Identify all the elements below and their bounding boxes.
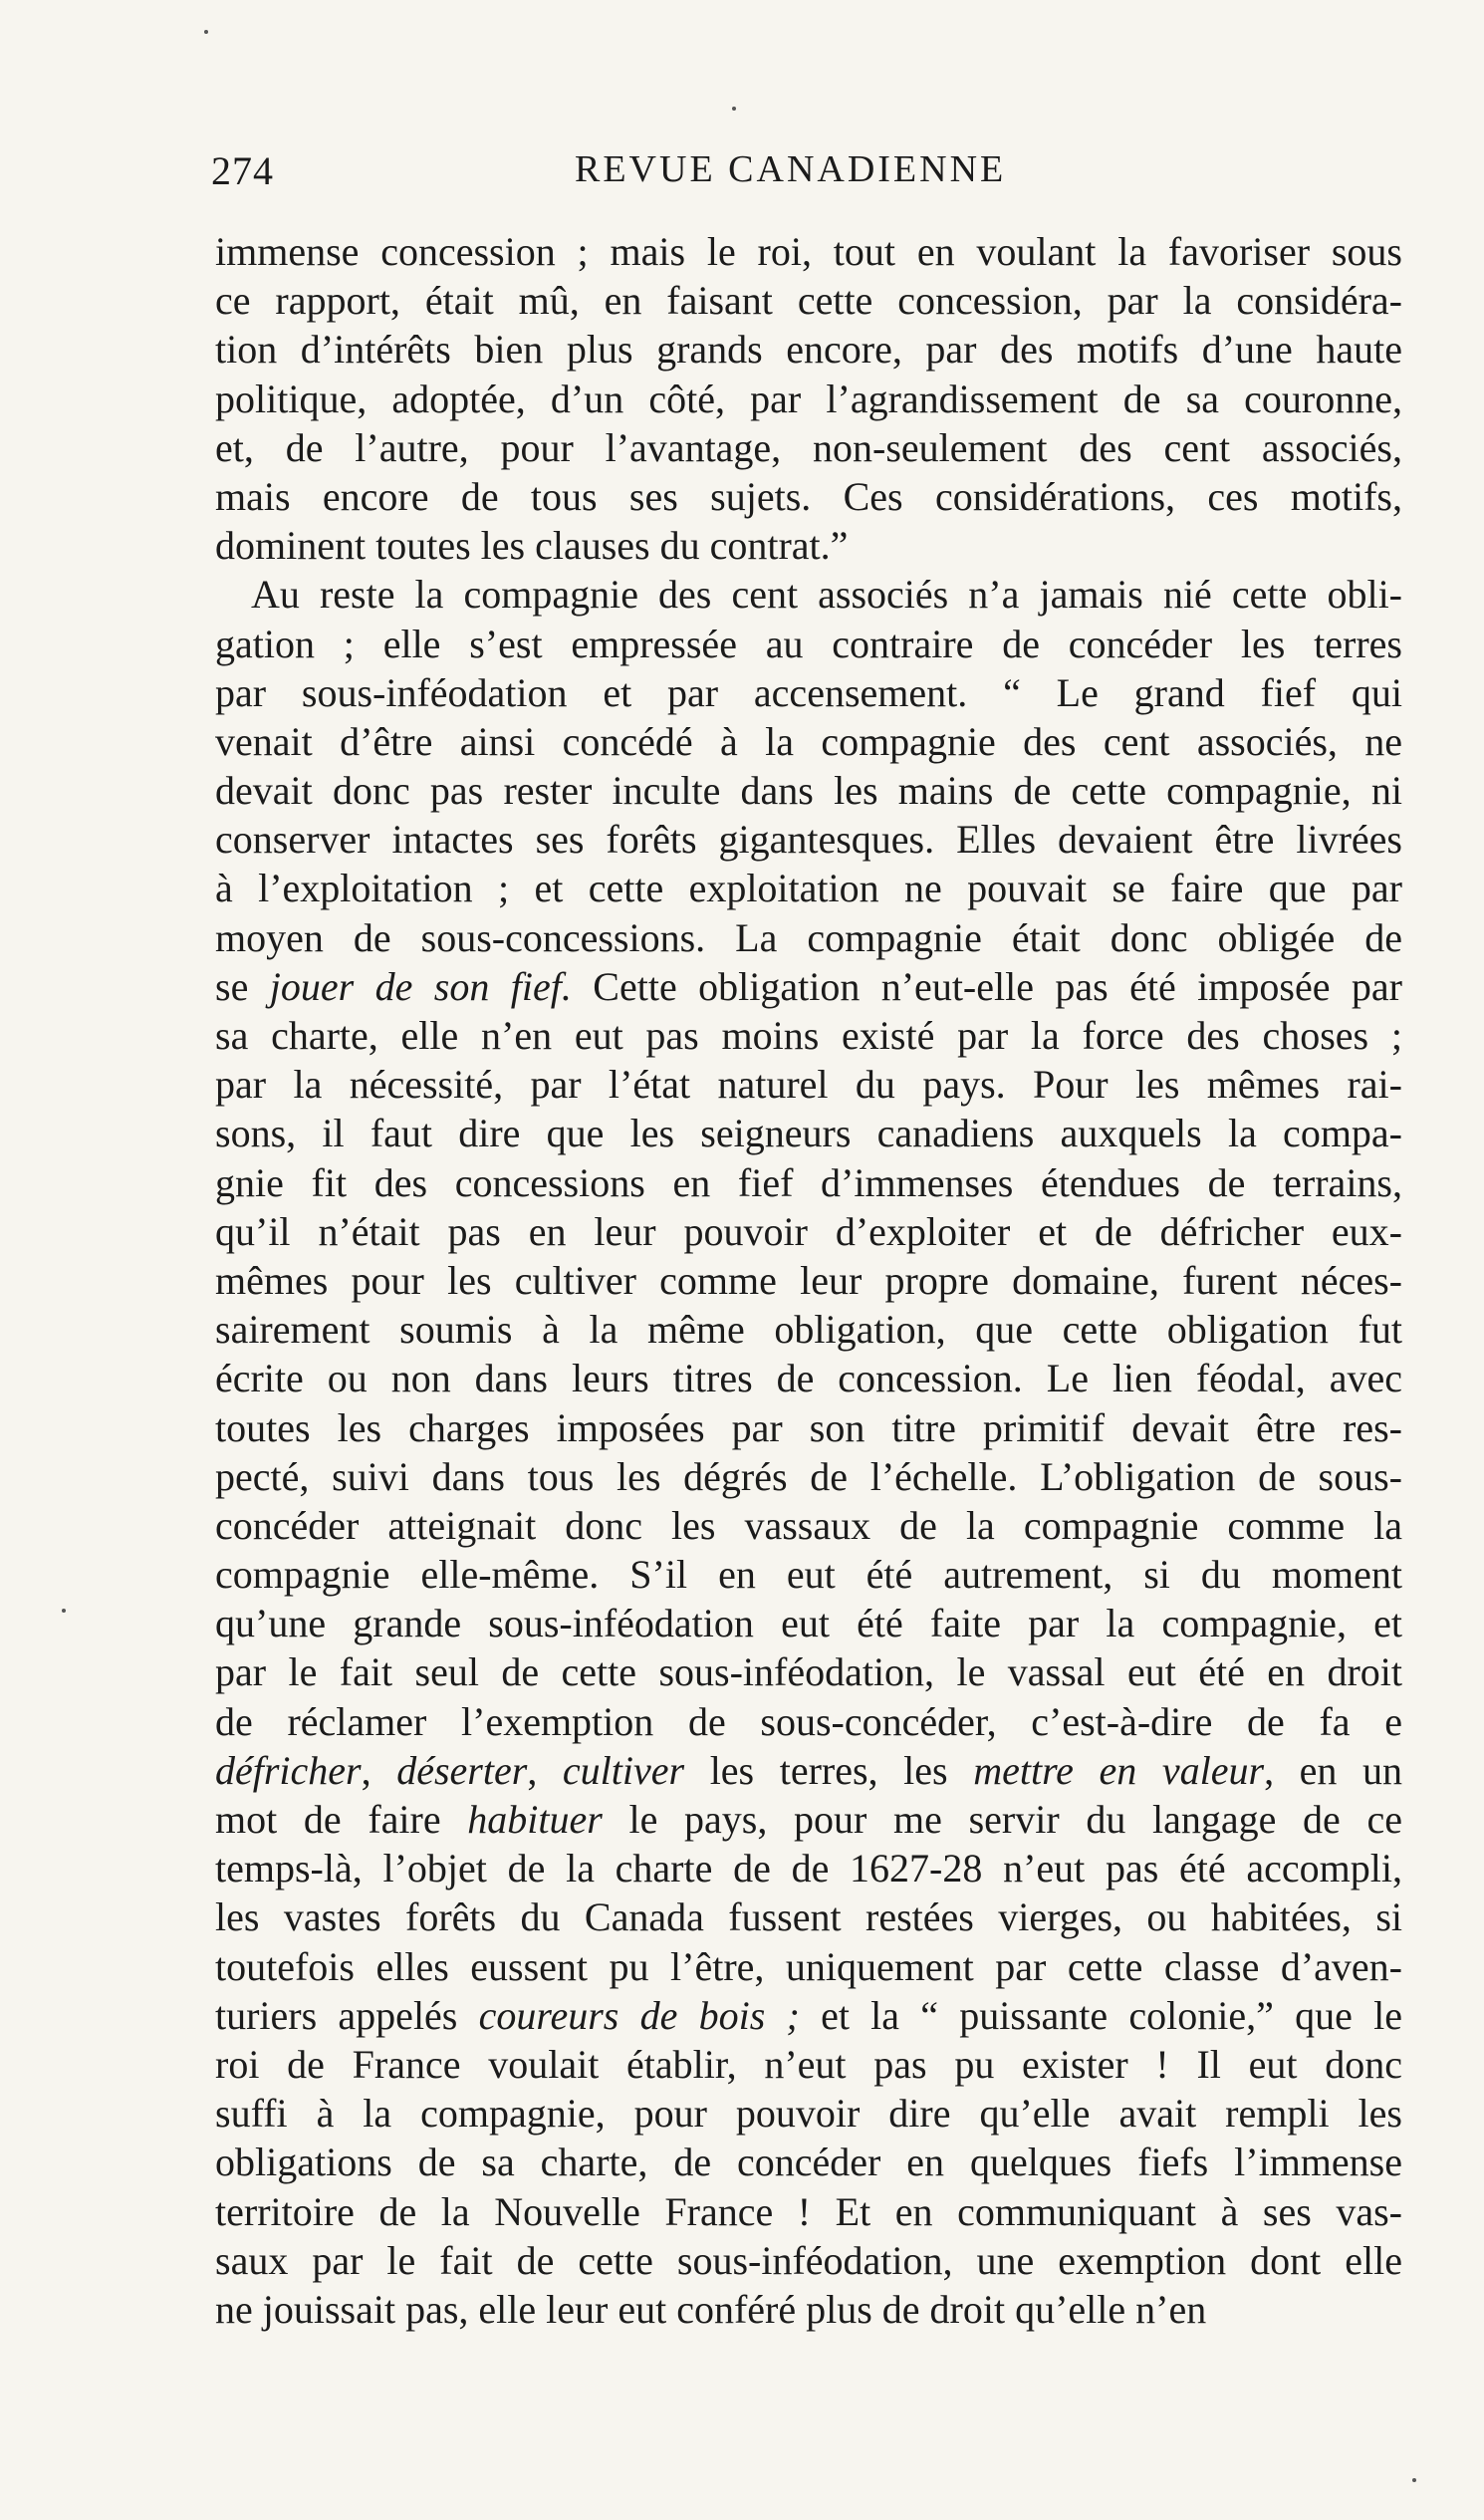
text-line [215, 1207, 1402, 1256]
text-line [215, 1795, 1402, 1844]
page-number: 274 [211, 148, 274, 193]
text-line [215, 1305, 1402, 1354]
text-line [215, 1060, 1402, 1109]
text-segment: sairement soumis à la même obligation, que cette obligation fut [215, 1307, 1402, 1353]
text-line [215, 2285, 1402, 2334]
text-segment: sa charte, elle n’en eut pas moins existé par la force des choses ; [215, 1013, 1402, 1058]
text-segment: temps-là, l’objet de la charte de de 1627-28 n’eut pas été accompli, [215, 1846, 1402, 1891]
text-segment: mais encore de tous ses sujets. Ces considérations, ces motifs, [215, 473, 1402, 519]
text-line [215, 815, 1402, 864]
text-line [215, 1550, 1402, 1599]
text-line [215, 2040, 1402, 2089]
text-segment: sons, il faut dire que les seigneurs canadiens auxquels la compa- [215, 1111, 1402, 1156]
scan-speck [62, 1609, 66, 1613]
text-segment: le pays, pour me servir du langage de ce [602, 1797, 1402, 1842]
text-segment: ne jouissait pas, elle leur eut conféré plus de droit qu’elle n’en [215, 2286, 1207, 2332]
text-line [215, 375, 1402, 423]
text-segment: immense concession ; mais le roi, tout en voulant la favoriser sous [215, 229, 1402, 274]
text-segment: moyen de sous-concessions. La compagnie était donc obligée de [215, 914, 1402, 960]
text-line [215, 1746, 1402, 1795]
text-line [215, 864, 1402, 912]
text-segment: et, de l’autre, pour l’avantage, non-seulement des cent associés, [215, 424, 1402, 470]
text-segment: suffi à la compagnie, pour pouvoir dire qu’elle avait rempli les [215, 2091, 1402, 2137]
text-line [215, 1647, 1402, 1696]
text-segment: à l’exploitation ; et cette exploitation ne pouvait se faire que par [215, 866, 1402, 911]
text-segment: Au reste la compagnie des cent associés n’a jamais nié cette obli- [251, 572, 1402, 618]
text-line [215, 1892, 1402, 1941]
italic-text: défricher [215, 1747, 362, 1793]
text-line [215, 2236, 1402, 2285]
text-segment: , [527, 1747, 563, 1793]
text-line [215, 227, 1402, 276]
text-line [215, 1697, 1402, 1746]
scan-speck [204, 30, 208, 34]
text-segment: toutefois elles eussent pu l’être, uniquement par cette classe d’aven- [215, 1943, 1402, 1989]
text-segment: qu’il n’était pas en leur pouvoir d’exploiter et de défricher eux- [215, 1208, 1402, 1254]
text-segment: par le fait seul de cette sous-inféodation, le vassal eut été en droit [215, 1649, 1402, 1695]
text-segment: mêmes pour les cultiver comme leur propre domaine, furent néces- [215, 1257, 1402, 1303]
text-segment: ce rapport, était mû, en faisant cette concession, par la considéra- [215, 278, 1402, 324]
italic-text: coureurs de bois ; [478, 1992, 800, 2038]
text-line [215, 1158, 1402, 1207]
text-segment: se [215, 963, 270, 1009]
text-line [215, 962, 1402, 1011]
page-header [211, 147, 1421, 207]
text-segment: obligations de sa charte, de concéder en quelques fiefs l’immense [215, 2140, 1402, 2185]
text-segment: territoire de la Nouvelle France ! Et en communiquant à ses vas- [215, 2188, 1402, 2234]
text-line [215, 570, 1402, 619]
text-line [215, 1942, 1402, 1991]
italic-text: cultiver [562, 1747, 685, 1793]
text-segment: dominent toutes les clauses du contrat.” [215, 523, 849, 569]
italic-text: mettre en valeur [973, 1747, 1265, 1793]
text-line [215, 2089, 1402, 2138]
text-segment: toutes les charges imposées par son titre primitif devait être res- [215, 1404, 1402, 1450]
text-segment: venait d’être ainsi concédé à la compagnie des cent associés, ne [215, 718, 1402, 764]
text-line [215, 668, 1402, 717]
text-line [215, 1844, 1402, 1892]
text-segment: , [361, 1747, 397, 1793]
text-segment: saux par le fait de cette sous-inféodation, une exemption dont elle [215, 2237, 1402, 2283]
italic-text: habituer [467, 1797, 603, 1842]
text-line [215, 1452, 1402, 1501]
text-line [215, 1501, 1402, 1550]
text-line [215, 2138, 1402, 2186]
text-segment: pecté, suivi dans tous les dégrés de l’échelle. L’obligation de sous- [215, 1453, 1402, 1499]
text-segment: devait donc pas rester inculte dans les mains de cette compagnie, ni [215, 768, 1402, 814]
text-line [215, 766, 1402, 815]
text-line [215, 717, 1402, 766]
running-title: REVUE CANADIENNE [575, 148, 1007, 190]
text-segment: compagnie elle-même. S’il en eut été autrement, si du moment [215, 1552, 1402, 1598]
text-segment: mot de faire [215, 1797, 468, 1842]
text-line [215, 1991, 1402, 2040]
text-segment: politique, adoptée, d’un côté, par l’agrandissement de sa couronne, [215, 376, 1402, 421]
text-segment: gation ; elle s’est empressée au contraire de concéder les terres [215, 621, 1402, 666]
text-segment: Cette obligation n’eut-elle pas été imposée par [571, 963, 1402, 1009]
text-segment: et la “ puissante colonie,” que le [799, 1992, 1402, 2038]
text-line [215, 1109, 1402, 1157]
text-line [215, 472, 1402, 521]
text-line [215, 1256, 1402, 1305]
text-line [215, 1354, 1402, 1402]
text-segment: écrite ou non dans leurs titres de concession. Le lien féodal, avec [215, 1356, 1402, 1401]
text-line [215, 521, 1402, 570]
text-line [215, 2187, 1402, 2236]
text-segment: , en un [1264, 1747, 1403, 1793]
text-line [215, 423, 1402, 472]
text-segment: roi de France voulait établir, n’eut pas pu exister ! Il eut donc [215, 2041, 1402, 2087]
text-line [215, 620, 1402, 668]
scan-speck [1412, 2478, 1416, 2482]
scan-speck [732, 107, 736, 111]
text-segment: turiers appelés [215, 1992, 479, 2038]
text-line [215, 325, 1402, 374]
italic-text: jouer de son fief. [269, 963, 572, 1009]
text-line [215, 913, 1402, 962]
italic-text: déserter [396, 1747, 528, 1793]
text-segment: tion d’intérêts bien plus grands encore, par des motifs d’une haute [215, 327, 1402, 373]
text-segment: par la nécessité, par l’état naturel du pays. Pour les mêmes rai- [215, 1062, 1402, 1108]
text-segment: qu’une grande sous-inféodation eut été faite par la compagnie, et [215, 1601, 1402, 1646]
text-segment: de réclamer l’exemption de sous-concéder, c’est-à-dire de fa e [215, 1698, 1402, 1744]
text-line [215, 1599, 1402, 1647]
text-line [215, 1011, 1402, 1060]
text-segment: les vastes forêts du Canada fussent restées vierges, ou habitées, si [215, 1894, 1402, 1940]
text-segment: par sous-inféodation et par accensement. “ Le grand fief qui [215, 669, 1402, 715]
text-segment: concéder atteignait donc les vassaux de la compagnie comme la [215, 1502, 1402, 1548]
body-text [215, 227, 1402, 2334]
text-line [215, 1403, 1402, 1452]
text-segment: conserver intactes ses forêts gigantesques. Elles devaient être livrées [215, 817, 1402, 863]
text-segment: gnie fit des concessions en fief d’immenses étendues de terrains, [215, 1159, 1402, 1205]
text-segment: les terres, les [684, 1747, 974, 1793]
text-line [215, 276, 1402, 325]
